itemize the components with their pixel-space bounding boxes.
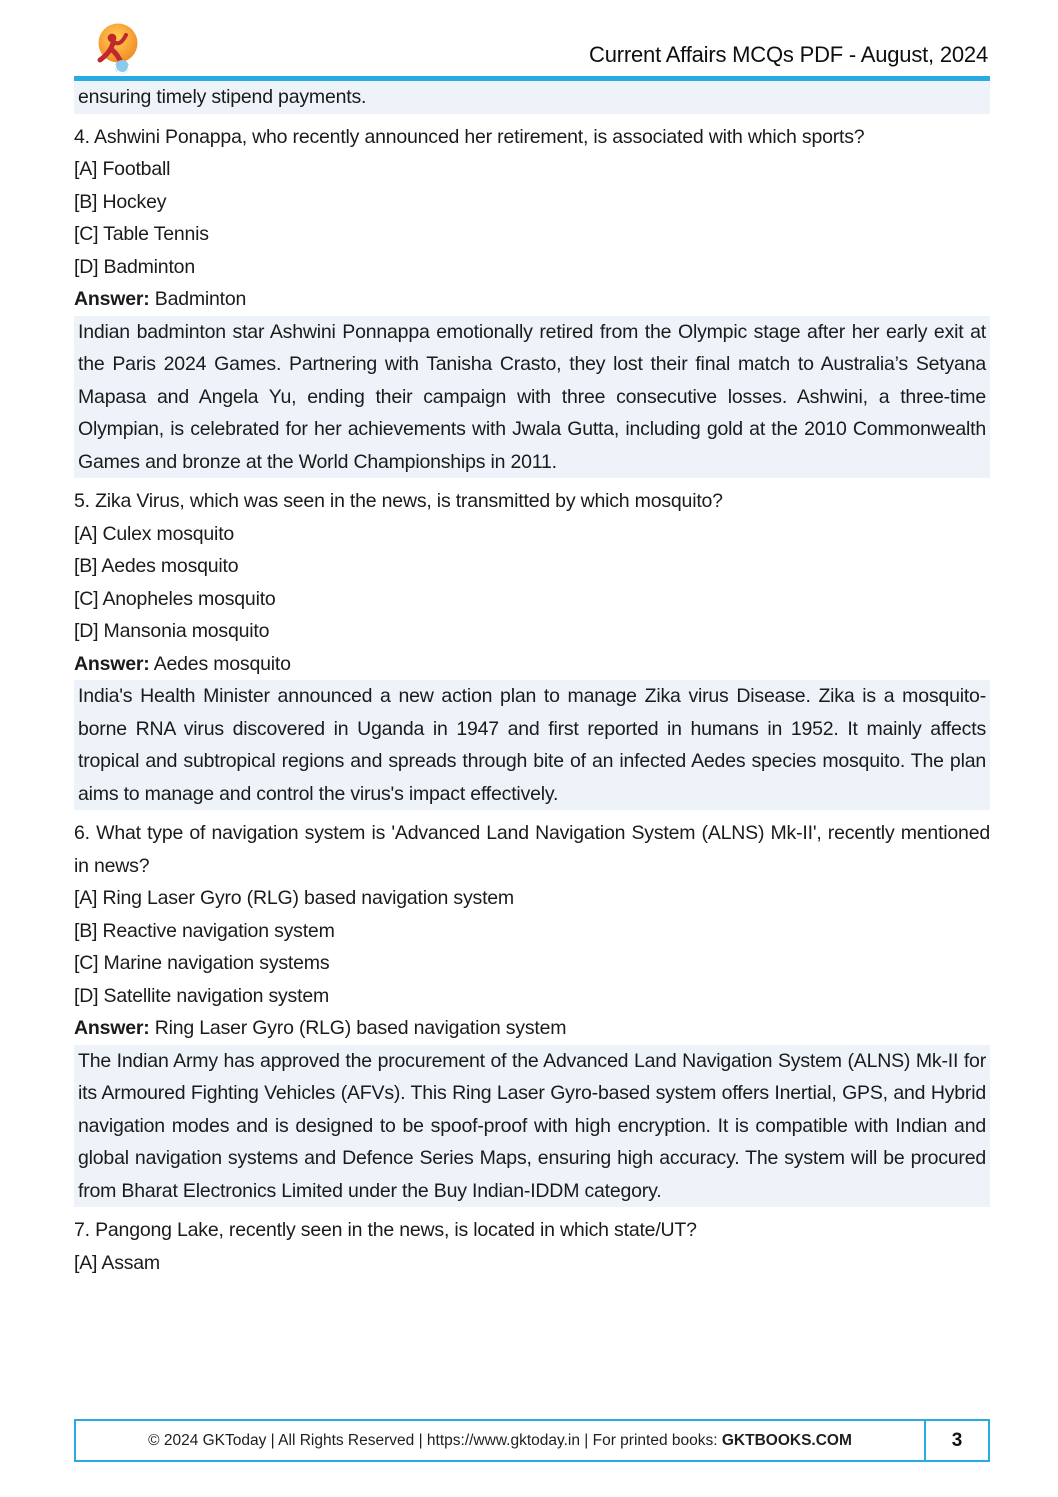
answer-value: Aedes mosquito [153, 652, 291, 675]
page-content [74, 81, 990, 1279]
page-header [74, 0, 990, 81]
question-text [74, 1214, 990, 1247]
question-number: 7. [74, 1219, 90, 1241]
option-c: [C] Anopheles mosquito [74, 587, 276, 610]
explanation: India's Health Minister announced a new action plan to manage Zika virus Disease. Zika is a mosquito-borne RNA virus discovered in Uganda in 1947 and first reported in humans in 1952. It mainly affects tropical and subtropical regions and spreads through bite of an infected Aedes species mosquito. The plan aims to manage and control the virus's impact effectively. [74, 680, 990, 810]
option-b: [B] Reactive navigation system [74, 919, 335, 942]
question-body: What type of navigation system is 'Advanced Land Navigation System (ALNS) Mk-II', recently mentioned in news? [74, 822, 990, 877]
answer-value: Badminton [154, 288, 247, 310]
question-body: Pangong Lake, recently seen in the news, is located in which state/UT? [95, 1219, 697, 1241]
question-number: 6. [74, 822, 90, 844]
question-number: 4. [74, 125, 90, 148]
footer-copyright-text: © 2024 GKToday | All Rights Reserved | https://www.gktoday.in | For printed books: [148, 1431, 722, 1449]
option-a: [A] Culex mosquito [74, 522, 235, 545]
footer-copyright [76, 1421, 924, 1460]
answer-label: Answer: [74, 1017, 150, 1039]
question-body: Zika Virus, which was seen in the news, is transmitted by which mosquito? [95, 490, 723, 512]
footer-brand: GKTBOOKS.COM [721, 1431, 852, 1449]
answer-label: Answer: [74, 652, 150, 675]
question-block-7 [74, 1214, 990, 1279]
continued-paragraph: ensuring timely stipend payments. [74, 81, 990, 114]
option-a: [A] Ring Laser Gyro (RLG) based navigation system [74, 887, 514, 909]
answer-line [74, 648, 990, 681]
answer-line [74, 1012, 990, 1045]
option-a: [A] Assam [74, 1251, 160, 1274]
option-b: [B] Aedes mosquito [74, 555, 239, 577]
question-block-6 [74, 817, 990, 1207]
question-text [74, 817, 990, 882]
option-c: [C] Marine navigation systems [74, 952, 330, 974]
gktoday-logo-icon [88, 22, 144, 80]
option-d: [D] Mansonia mosquito [74, 620, 270, 642]
explanation: Indian badminton star Ashwini Ponnappa emotionally retired from the Olympic stage after her early exit at the Paris 2024 Games. Partnering with Tanisha Crasto, they lost their final match to Australia’s Setyana Mapasa and Angela Yu, ending their campaign with three consecutive losses. Ashwini, a three-time Olympian, is celebrated for her achievements with Jwala Gutta, including gold at the 2010 Commonwealth Games and bronze at the World Championships in 2011. [74, 316, 990, 479]
question-block-4 [74, 121, 990, 479]
explanation: The Indian Army has approved the procurement of the Advanced Land Navigation System (ALNS) Mk-II for its Armoured Fighting Vehicles (AFVs). This Ring Laser Gyro-based system offers Inertial, GPS, and Hybrid navigation modes and is designed to be spoof-proof with high encryption. It is compatible with Indian and global navigation systems and Defence Series Maps, ensuring high accuracy. The system will be procured from Bharat Electronics Limited under the Buy Indian-IDDM category. [74, 1045, 990, 1208]
question-block-5 [74, 485, 990, 810]
answer-label: Answer: [74, 288, 150, 310]
question-text [74, 485, 990, 518]
question-body: Ashwini Ponappa, who recently announced her retirement, is associated with which sports? [94, 125, 865, 148]
option-c: [C] Table Tennis [74, 223, 209, 245]
answer-value: Ring Laser Gyro (RLG) based navigation system [154, 1017, 567, 1039]
answer-line [74, 283, 990, 316]
question-number: 5. [74, 490, 90, 512]
option-d: [D] Satellite navigation system [74, 984, 330, 1007]
page-footer [74, 1419, 990, 1462]
option-b: [B] Hockey [74, 190, 167, 213]
option-d: [D] Badminton [74, 255, 195, 278]
page-number: 3 [924, 1421, 988, 1460]
document-title: Current Affairs MCQs PDF - August, 2024 [589, 42, 988, 67]
option-a: [A] Football [74, 158, 171, 180]
question-text [74, 121, 990, 154]
